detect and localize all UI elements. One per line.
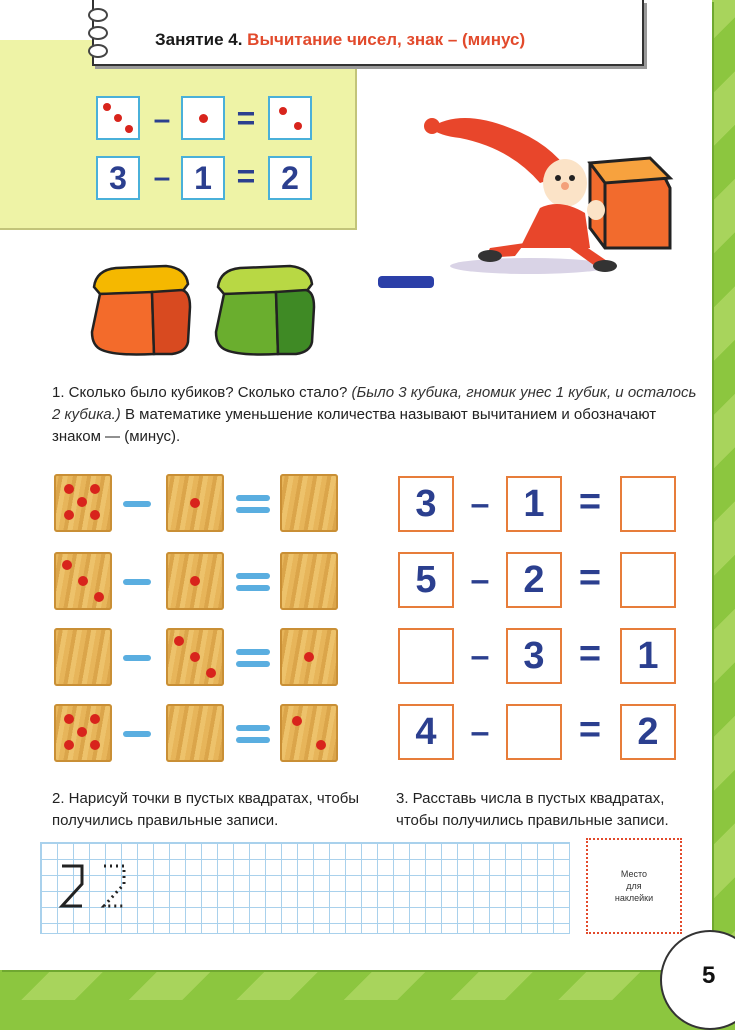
page-number: 5: [702, 962, 716, 989]
dice-one: [181, 96, 225, 140]
minus-sign: –: [470, 560, 490, 599]
equals-sign: [236, 573, 270, 579]
task3-row1-c[interactable]: [620, 476, 676, 532]
equals-sign: =: [236, 99, 256, 136]
minus-sign: [123, 731, 151, 737]
minus-sign: –: [470, 636, 490, 675]
big-minus-sign: [378, 276, 434, 288]
task3-caption: 3. Расставь числа в пустых квадратах, чтобы получились правильные записи.: [396, 790, 669, 829]
dice-two: [268, 96, 312, 140]
task3-row4-a[interactable]: 4: [398, 704, 454, 760]
task3-row3-c[interactable]: 1: [620, 628, 676, 684]
wood-dice-empty[interactable]: [166, 704, 224, 762]
minus-sign: [123, 655, 151, 661]
wood-dice-one: [166, 552, 224, 610]
task3-row2-a[interactable]: 5: [398, 552, 454, 608]
wood-dice-three: [166, 628, 224, 686]
equals-sign: [236, 649, 270, 655]
orange-cube-illustration: [86, 262, 198, 362]
task3-row4-c[interactable]: 2: [620, 704, 676, 760]
binder-ring-icon: [88, 26, 108, 40]
minus-sign: [123, 579, 151, 585]
equals-sign: [236, 495, 270, 501]
wood-dice-five: [54, 474, 112, 532]
minus-sign: [123, 501, 151, 507]
task3-row4-b[interactable]: [506, 704, 562, 760]
task3-row2-b[interactable]: 2: [506, 552, 562, 608]
equals-sign: =: [578, 480, 602, 523]
task3-row3-a[interactable]: [398, 628, 454, 684]
minus-sign: –: [153, 161, 171, 194]
task3-row2-c[interactable]: [620, 552, 676, 608]
task2-caption: 2. Нарисуй точки в пустых квадратах, чтобы получились правильные записи.: [52, 790, 360, 829]
equals-sign: =: [236, 157, 256, 194]
binder-ring-icon: [88, 44, 108, 58]
wood-dice-five: [54, 704, 112, 762]
wood-dice-empty[interactable]: [280, 552, 338, 610]
task3-row1-b[interactable]: 1: [506, 476, 562, 532]
wood-dice-one: [166, 474, 224, 532]
task1-rest: В математике уменьшение количества называют вычитанием и обозначают знаком — (минус).: [52, 406, 657, 445]
wood-dice-empty[interactable]: [54, 628, 112, 686]
lesson-topic: Вычитание чисел, знак – (минус): [247, 30, 526, 49]
wood-dice-one: [280, 628, 338, 686]
sticker-placeholder: Место для наклейки: [586, 838, 682, 934]
wood-dice-two: [280, 704, 338, 762]
equals-sign: =: [578, 556, 602, 599]
example-number-b: 1: [181, 156, 225, 200]
minus-sign: –: [470, 484, 490, 523]
task1-text: [52, 382, 702, 448]
wood-dice-empty[interactable]: [280, 474, 338, 532]
gnome-carrying-cube-illustration: [420, 98, 680, 278]
minus-sign: –: [153, 103, 171, 136]
green-cube-illustration: [210, 262, 322, 362]
task3-row1-a[interactable]: 3: [398, 476, 454, 532]
digit-two-tracing-icon: [58, 858, 138, 914]
minus-sign: –: [470, 712, 490, 751]
task1-lead: 1. Сколько было кубиков? Сколько стало?: [52, 384, 348, 401]
example-number-a: 3: [96, 156, 140, 200]
example-number-c: 2: [268, 156, 312, 200]
dice-three: [96, 96, 140, 140]
task3-row3-b[interactable]: 3: [506, 628, 562, 684]
equals-sign: =: [578, 632, 602, 675]
task1-italic: (Было 3 кубика, гномик унес 1 кубик, и осталось 2 кубика.): [52, 384, 697, 423]
wood-dice-three: [54, 552, 112, 610]
equals-sign: [236, 725, 270, 731]
lesson-title: [155, 30, 525, 50]
lesson-number: Занятие 4.: [155, 30, 243, 49]
equals-sign: =: [578, 708, 602, 751]
binder-ring-icon: [88, 8, 108, 22]
